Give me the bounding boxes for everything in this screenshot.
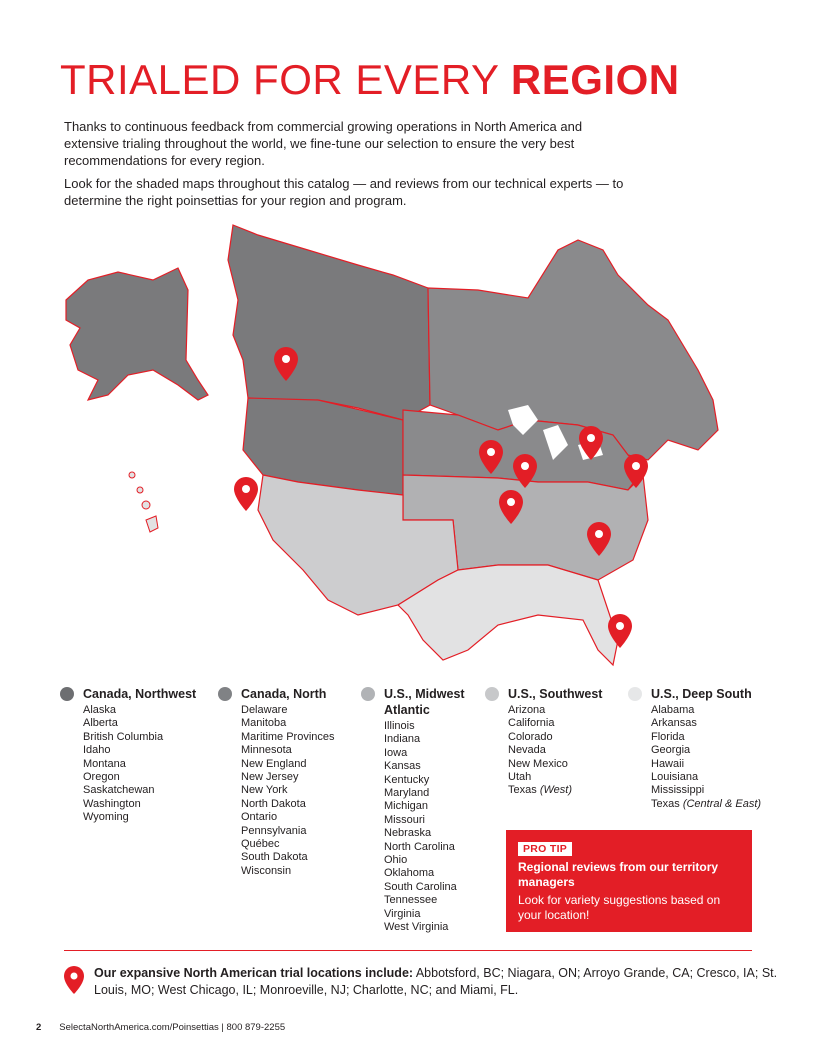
legend-heading: U.S., Deep South (651, 687, 752, 701)
legend-item: Kansas (384, 760, 421, 773)
pin-arroyo-grande (234, 477, 258, 511)
legend-item: Michigan (384, 800, 429, 813)
legend-item: Washington (83, 797, 141, 810)
legend-item: Mississippi (651, 784, 705, 797)
legend-item: Maryland (384, 787, 430, 800)
legend-item: Québec (241, 838, 280, 851)
legend-item: Pennsylvania (241, 824, 307, 837)
legend-swatch (485, 687, 499, 701)
legend-item: Wisconsin (241, 864, 292, 877)
map-canada-northwest (228, 225, 430, 420)
legend-heading: U.S., Southwest (508, 687, 603, 701)
legend-column-southwest (485, 686, 602, 798)
legend-item: Missouri (384, 813, 425, 826)
title-bold: REGION (510, 56, 680, 103)
pro-tip-tag: PRO TIP (518, 842, 572, 856)
legend-item: Alberta (83, 717, 118, 730)
legend-item: Illinois (384, 720, 415, 732)
legend-item: South Dakota (241, 851, 308, 864)
legend-item: West Virginia (384, 921, 449, 934)
trial-locations-lead: Our expansive North American trial locations include: (94, 966, 414, 980)
legend-item: South Carolina (384, 880, 457, 893)
legend-item-note: (Central & East) (682, 797, 762, 810)
legend-item: Utah (508, 771, 532, 784)
legend-column-canada-north (218, 686, 335, 878)
legend-item: Arizona (508, 704, 546, 716)
legend-item: Idaho (83, 744, 111, 757)
legend-swatch (628, 687, 642, 701)
north-america-region-map (58, 220, 758, 680)
legend-item: Wyoming (83, 811, 129, 824)
page-title (60, 56, 680, 104)
legend-item: Tennessee (384, 894, 438, 907)
legend-item: California (508, 717, 555, 730)
legend-heading: U.S., Midwest Atlantic (384, 687, 465, 717)
intro-paragraph-2: Look for the shaded maps throughout this catalog — and reviews from our technical experts — to determine the right poinsettias for your region and program. (64, 176, 624, 208)
legend-item: New York (241, 784, 288, 797)
legend-item: Delaware (241, 704, 288, 716)
pro-tip-box (506, 830, 752, 932)
legend-item: Oklahoma (384, 867, 435, 880)
legend-swatch (60, 687, 74, 701)
legend-item: Maritime Provinces (241, 730, 335, 743)
legend-heading: Canada, Northwest (83, 687, 197, 701)
divider (64, 950, 752, 951)
legend-item-note: (West) (539, 784, 572, 797)
legend-item-text: Texas (651, 797, 680, 810)
legend-item: Nevada (508, 744, 546, 757)
legend-item: Manitoba (241, 717, 287, 730)
legend-item: Saskatchewan (83, 784, 155, 797)
legend-item: Alabama (651, 704, 695, 716)
legend-item: British Columbia (83, 730, 164, 743)
legend-item: New Mexico (508, 757, 568, 770)
legend-item: Colorado (508, 730, 553, 743)
title-light: TRIALED FOR EVERY (60, 56, 511, 103)
legend-item: New England (241, 757, 307, 770)
legend-column-midwest-atlantic (361, 686, 481, 935)
legend-item: Iowa (384, 746, 408, 759)
intro-paragraph-1: Thanks to continuous feedback from commercial growing operations in North America and extensive trialing throughout the world, we fine-tune our selection to ensure the very best recommendations for every region. (64, 119, 583, 168)
trial-locations-text (94, 965, 794, 999)
legend-item: Indiana (384, 733, 421, 746)
legend-item: Alaska (83, 704, 117, 716)
map-hawaii (129, 472, 158, 532)
location-pin-icon (64, 966, 84, 994)
legend-heading: Canada, North (241, 687, 327, 701)
legend-item: Kentucky (384, 773, 430, 786)
legend-swatch (361, 687, 375, 701)
legend-item: Florida (651, 730, 685, 743)
legend-item: Montana (83, 757, 126, 770)
legend-item: Louisiana (651, 771, 699, 784)
legend-item: Arkansas (651, 717, 697, 730)
legend-swatch (218, 687, 232, 701)
footer-contact: SelectaNorthAmerica.com/Poinsettias | 800 879-2255 (59, 1022, 286, 1033)
legend-item-text: Texas (508, 784, 537, 797)
legend-item: Nebraska (384, 827, 432, 840)
legend-item: Ohio (384, 854, 408, 867)
map-alaska (66, 268, 208, 400)
legend-item: New Jersey (241, 771, 299, 784)
legend-item: Ontario (241, 811, 278, 824)
legend-item: Oregon (83, 771, 120, 784)
page-footer (36, 1022, 285, 1033)
legend-item: Georgia (651, 744, 691, 757)
legend-item: North Dakota (241, 797, 306, 810)
trial-locations-list: Abbotsford, BC; Niagara, ON; Arroyo Grande, CA; Cresco, IA; St. Louis, MO; West Chicago, IL; Monroeville, NJ; Charlotte, NC; and Miami, FL. (94, 966, 778, 997)
legend-item: Minnesota (241, 744, 292, 757)
legend-item (651, 798, 761, 811)
pro-tip-text: Look for variety suggestions based on your location! (518, 893, 721, 922)
legend-item: Hawaii (651, 757, 685, 770)
legend-column-deep-south (628, 686, 761, 811)
pro-tip-heading: Regional reviews from our territory managers (518, 860, 719, 889)
page-number: 2 (36, 1022, 42, 1033)
intro-text (64, 118, 624, 215)
legend-item: North Carolina (384, 840, 455, 853)
legend-item (508, 784, 602, 797)
legend-column-canada-northwest (60, 686, 196, 825)
legend-item: Virginia (384, 907, 421, 920)
